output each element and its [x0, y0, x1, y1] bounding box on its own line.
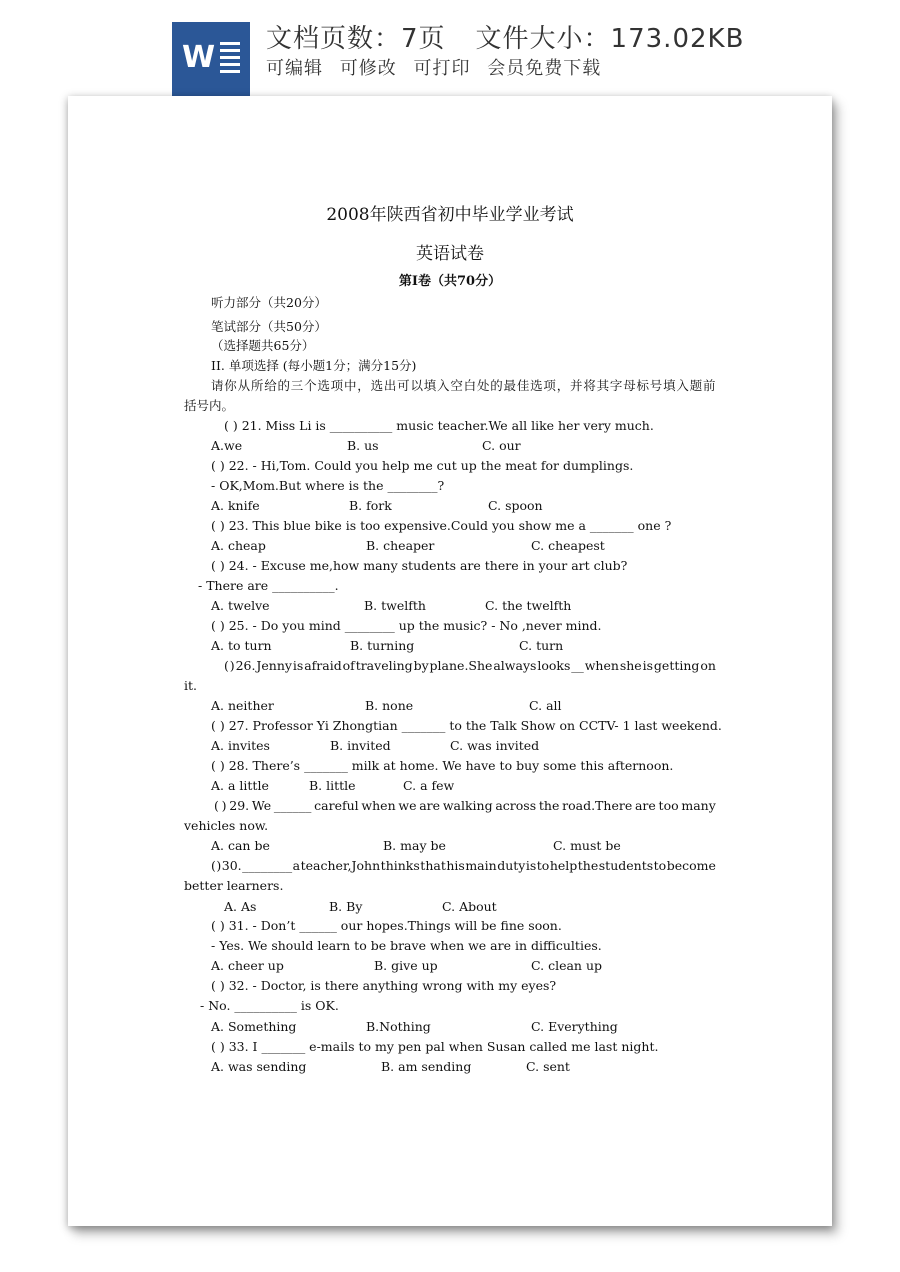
option-23a: A. cheap	[211, 538, 266, 553]
question-21: ( ) 21. Miss Li is __________ music teacher.We all like her very much.	[224, 418, 654, 433]
question-29-cont: vehicles now.	[184, 818, 269, 833]
exam-title: 2008年陕西省初中毕业学业考试	[326, 205, 574, 225]
option-30c: C. About	[442, 899, 497, 914]
file-size: 文件大小：173.02KB	[475, 24, 745, 54]
file-meta	[266, 18, 744, 55]
document-page	[68, 96, 832, 1226]
option-23c: C. cheapest	[531, 538, 605, 553]
exam-subtitle: 英语试卷	[416, 244, 484, 264]
option-33a: A. was sending	[211, 1059, 307, 1074]
question-24-reply: - There are __________.	[198, 578, 339, 593]
option-24c: C. the twelfth	[485, 598, 572, 613]
question-26: ( ) 26. Jenny is afraid of traveling by plane.She always looks __ when she is getting on	[224, 658, 716, 673]
instructions-line2: 括号内。	[184, 398, 235, 413]
option-31a: A. cheer up	[211, 958, 284, 973]
section-written: 笔试部分（共50分）	[211, 319, 327, 334]
section-listening: 听力部分（共20分）	[211, 295, 327, 310]
question-23: ( ) 23. This blue bike is too expensive.Could you show me a _______ one ?	[211, 518, 672, 533]
feature-member-download[interactable]: 会员免费下载	[487, 58, 602, 79]
option-25c: C. turn	[519, 638, 564, 653]
option-27c: C. was invited	[450, 738, 540, 753]
option-24b: B. twelfth	[364, 598, 426, 613]
section-choice: （选择题共65分）	[211, 338, 315, 353]
question-22: ( ) 22. - Hi,Tom. Could you help me cut up the meat for dumplings.	[211, 458, 634, 473]
option-25b: B. turning	[350, 638, 415, 653]
section-single-choice: II. 单项选择 (每小题1分；满分15分)	[211, 358, 417, 373]
option-31c: C. clean up	[531, 958, 602, 973]
option-30a: A. As	[224, 899, 257, 914]
option-24a: A. twelve	[211, 598, 270, 613]
question-26-cont: it.	[184, 678, 197, 693]
option-25a: A. to turn	[211, 638, 272, 653]
option-21b: B. us	[347, 438, 379, 453]
feature-printable: 可打印	[413, 58, 471, 79]
option-29c: C. must be	[553, 838, 621, 853]
question-30-cont: better learners.	[184, 878, 284, 893]
question-31-reply: - Yes. We should learn to be brave when we are in difficulties.	[211, 938, 602, 953]
question-29: ( ) 29. We ______ careful when we are walking across the road.There are too many	[214, 798, 716, 813]
option-27b: B. invited	[330, 738, 391, 753]
option-26c: C. all	[529, 698, 562, 713]
option-21a: A.we	[211, 438, 243, 453]
question-30: ( ) 30. ________ a teacher,John thinks that his main duty is to help the students to become	[211, 858, 716, 873]
question-28: ( ) 28. There’s _______ milk at home. We have to buy some this afternoon.	[211, 758, 674, 773]
option-33c: C. sent	[526, 1059, 570, 1074]
option-22a: A. knife	[211, 498, 260, 513]
word-document-icon: W	[172, 22, 250, 96]
option-29b: B. may be	[383, 838, 446, 853]
option-33b: B. am sending	[381, 1059, 472, 1074]
option-27a: A. invites	[211, 738, 270, 753]
option-28c: C. a few	[403, 778, 455, 793]
download-banner	[0, 0, 900, 96]
option-28a: A. a little	[211, 778, 269, 793]
instructions-line1: 请 你 从 所 给 的 三 个 选 项 中 ， 选 出 可 以 填 入 空 白 处 的 最 佳 选 项 ， 并 将 其 字 母 标 号 填 入 题 前	[211, 378, 716, 393]
option-32a: A. Something	[211, 1019, 297, 1034]
option-32c: C. Everything	[531, 1019, 618, 1034]
option-22c: C. spoon	[488, 498, 543, 513]
option-32b: B.Nothing	[366, 1019, 431, 1034]
page-count: 文档页数：7页	[266, 24, 446, 54]
option-23b: B. cheaper	[366, 538, 435, 553]
question-31: ( ) 31. - Don’t ______ our hopes.Things will be fine soon.	[211, 918, 562, 933]
question-27: ( ) 27. Professor Yi Zhongtian _______ to the Talk Show on CCTV- 1 last weekend.	[211, 718, 722, 733]
question-33: ( ) 33. I _______ e-mails to my pen pal when Susan called me last night.	[211, 1039, 659, 1054]
option-31b: B. give up	[374, 958, 438, 973]
option-28b: B. little	[309, 778, 356, 793]
question-32-reply: - No. __________ is OK.	[200, 998, 339, 1013]
option-26a: A. neither	[211, 698, 274, 713]
option-30b: B. By	[329, 899, 363, 914]
option-26b: B. none	[365, 698, 414, 713]
option-21c: C. our	[482, 438, 521, 453]
question-32: ( ) 32. - Doctor, is there anything wrong with my eyes?	[211, 978, 557, 993]
option-22b: B. fork	[349, 498, 392, 513]
feature-modifiable: 可修改	[339, 58, 397, 79]
question-22-reply: - OK,Mom.But where is the ________?	[211, 478, 445, 493]
question-24: ( ) 24. - Excuse me,how many students are there in your art club?	[211, 558, 628, 573]
part-heading: 第Ⅰ卷（共70分）	[398, 274, 502, 289]
question-25: ( ) 25. - Do you mind ________ up the music? - No ,never mind.	[211, 618, 602, 633]
option-29a: A. can be	[211, 838, 270, 853]
feature-editable: 可编辑	[266, 58, 323, 79]
feature-list	[266, 54, 611, 80]
